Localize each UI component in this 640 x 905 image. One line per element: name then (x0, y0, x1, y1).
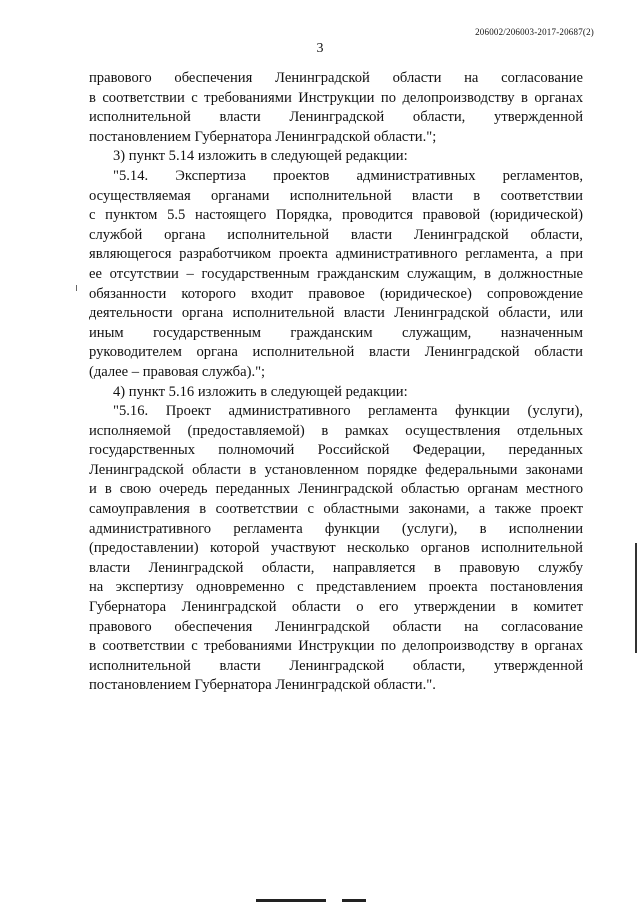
word: назначенным (500, 324, 583, 341)
word: Ленинградской (275, 618, 370, 635)
word: функции (324, 520, 380, 537)
word: на (464, 618, 479, 635)
word: согласование (501, 70, 583, 86)
word: в (433, 559, 441, 576)
word: правовую (459, 559, 520, 576)
text-line: руководителем органа исполнительной власти Ленинградской области (89, 344, 583, 361)
text-line: являющегося разработчиком проекта административного регламента, а при (89, 246, 583, 263)
word: органами (210, 187, 270, 204)
word: служащим, (401, 324, 472, 341)
word: Ленинградской (289, 109, 385, 126)
word: Ленинградской (289, 657, 385, 674)
word: обеспечения (174, 70, 253, 86)
text-line: обязанности которого входит правовое (юридическое) сопровождение (89, 285, 583, 302)
word: Ленинградской (275, 70, 370, 86)
word: власти (411, 187, 453, 204)
word: в (479, 520, 487, 537)
text-line: Ленинградской области в установленном порядке федеральными законами (89, 461, 583, 478)
word: (услуги), (401, 520, 458, 537)
word: утвержденной (494, 657, 583, 674)
text-line (89, 324, 583, 344)
word: в (473, 187, 481, 204)
word: Российской (317, 442, 390, 459)
text-line: самоуправления в соответствии с областными законами, а также проект (89, 501, 583, 518)
margin-tick (76, 285, 77, 291)
text-line: 3) пункт 5.14 изложить в следующей редакции: (113, 148, 408, 165)
text-line: постановлением Губернатора Ленинградской области."; (89, 128, 437, 145)
word: исполнении (508, 520, 583, 537)
word: службу (538, 559, 583, 576)
word: области, (412, 657, 466, 674)
word: административных (356, 167, 476, 184)
word: проектов (273, 167, 330, 184)
text-line (89, 441, 583, 461)
document-number: 206002/206003-2017-20687(2) (475, 27, 594, 37)
word: исполнительной (289, 187, 392, 204)
text-line (89, 69, 583, 89)
word: исполнительной (89, 109, 191, 126)
text-line: деятельности органа исполнительной власти Ленинградской области, или (89, 305, 583, 322)
text-line: ее отсутствии – государственным гражданским служащим, в должностные (89, 265, 583, 282)
text-line (89, 108, 583, 128)
word: власти (89, 559, 131, 576)
text-line: (далее – правовая служба)."; (89, 363, 266, 380)
word: обеспечения (174, 618, 253, 635)
word: власти (219, 657, 261, 674)
text-line: постановлением Губернатора Ленинградской области.". (89, 677, 436, 694)
text-line: и в свою очередь переданных Ленинградской областью органам местного (89, 481, 583, 498)
word: Ленинградской (413, 226, 509, 243)
text-line (89, 167, 583, 187)
word: государственных (89, 442, 196, 459)
word: переданных (508, 442, 583, 459)
text-line: 4) пункт 5.16 изложить в следующей редакции: (113, 383, 408, 400)
word: Ленинградской (148, 559, 244, 576)
scan-bottom-mark (342, 899, 366, 902)
text-line: в соответствии с требованиями Инструкции по делопроизводству в органах (89, 638, 583, 655)
word: власти (350, 226, 393, 243)
text-line (89, 657, 583, 677)
word: власти (219, 109, 261, 126)
word: области, (412, 109, 466, 126)
word: полномочий (218, 442, 295, 459)
text-line: "5.16. Проект административного регламента функции (услуги), (113, 403, 583, 420)
text-line (89, 187, 583, 207)
text-line (89, 226, 583, 246)
text-line: Губернатора Ленинградской области о его утверждении в комитет (89, 599, 583, 616)
word: государственным (153, 324, 262, 341)
word: области, (261, 559, 315, 576)
page-number: 3 (316, 41, 324, 56)
word: осуществляемая (89, 187, 191, 204)
text-line: в соответствии с требованиями Инструкции по делопроизводству в органах (89, 89, 583, 106)
word: соответствии (500, 187, 583, 204)
text-line: с пунктом 5.5 настоящего Порядка, проводится правовой (юридической) (89, 207, 583, 224)
word: правового (89, 70, 152, 86)
document-body (89, 69, 583, 696)
word: утвержденной (494, 109, 583, 126)
word: иным (89, 324, 124, 341)
scan-bottom-mark (256, 899, 326, 902)
word: Федерации, (412, 442, 486, 459)
word: Экспертиза (175, 167, 246, 184)
word: гражданским (290, 324, 373, 341)
text-line: на экспертизу одновременно с представлением проекта постановления (89, 579, 583, 596)
scan-edge-mark (635, 543, 637, 653)
word: регламента (233, 520, 303, 537)
word: исполнительной (89, 657, 191, 674)
text-line (89, 520, 583, 540)
word: органа (164, 226, 206, 243)
word: области, (530, 226, 583, 243)
word: регламентов, (502, 167, 583, 184)
word: административного (89, 520, 212, 537)
word: исполнительной (227, 226, 330, 243)
word: службой (89, 226, 143, 243)
word: правового (89, 618, 152, 635)
text-line (89, 618, 583, 638)
word: "5.14. (113, 167, 149, 184)
text-line: (предоставлении) которой участвуют несколько органов исполнительной (89, 540, 583, 557)
word: на (464, 70, 479, 86)
word: области (392, 618, 442, 635)
word: направляется (332, 559, 416, 576)
word: области (392, 70, 442, 86)
word: согласование (501, 618, 583, 635)
text-line: исполняемой (предоставляемой) в рамках осуществления отдельных (89, 422, 583, 439)
text-line (89, 559, 583, 579)
